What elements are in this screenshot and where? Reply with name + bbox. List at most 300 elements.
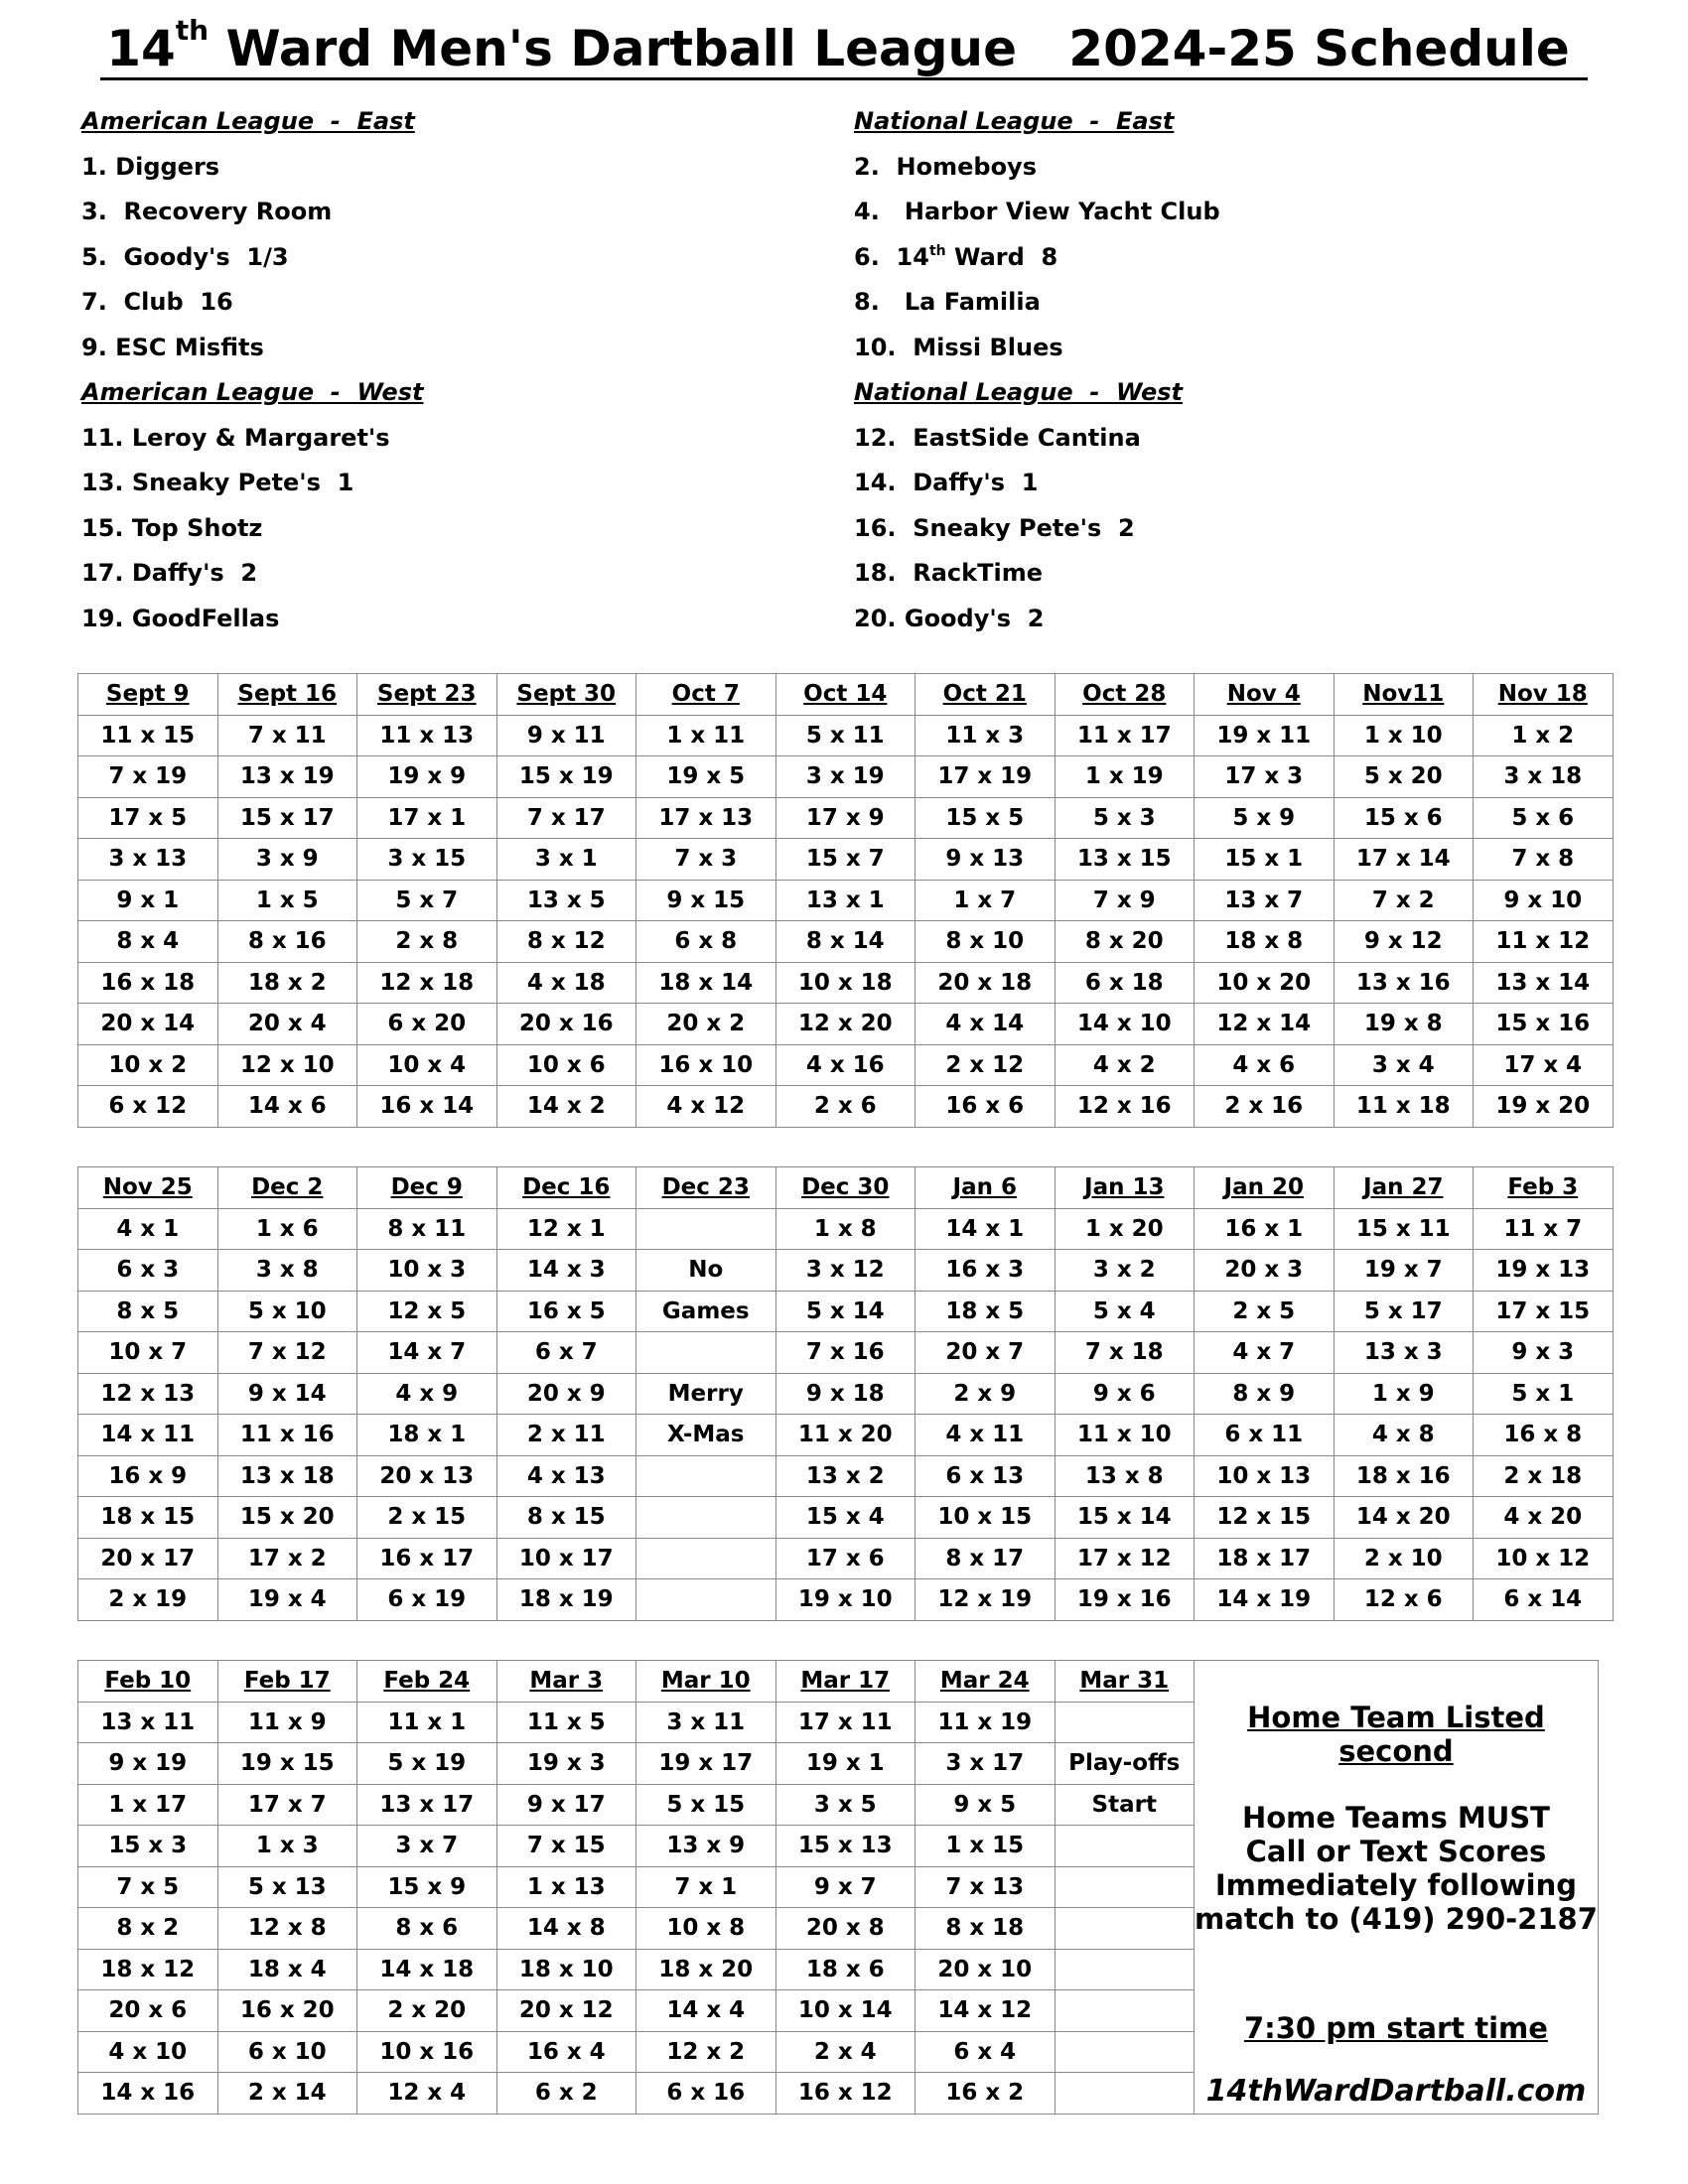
match-cell: 17 x 3 bbox=[1195, 756, 1335, 798]
match-cell: 6 x 18 bbox=[1055, 962, 1195, 1004]
match-cell: 3 x 12 bbox=[775, 1250, 915, 1292]
league-heading: National League - East bbox=[854, 107, 1175, 135]
match-cell: 14 x 8 bbox=[496, 1908, 636, 1950]
match-cell: 5 x 1 bbox=[1474, 1373, 1614, 1415]
match-cell: 6 x 19 bbox=[357, 1579, 497, 1621]
match-cell: 12 x 10 bbox=[217, 1044, 357, 1086]
table-row bbox=[78, 1250, 1614, 1292]
match-cell: 17 x 13 bbox=[636, 797, 776, 839]
match-cell: 7 x 15 bbox=[496, 1826, 636, 1867]
match-cell: 20 x 6 bbox=[78, 1990, 218, 2032]
match-cell: 15 x 6 bbox=[1334, 797, 1474, 839]
match-cell: 6 x 7 bbox=[496, 1332, 636, 1374]
match-cell: 12 x 6 bbox=[1334, 1579, 1474, 1621]
team-entry: 8. La Familia bbox=[854, 288, 1041, 316]
team-entry: 3. Recovery Room bbox=[81, 198, 333, 225]
week-date: Oct 7 bbox=[636, 674, 776, 716]
match-cell: 19 x 1 bbox=[775, 1743, 915, 1785]
match-cell: 11 x 1 bbox=[357, 1702, 497, 1743]
team-entry: 1. Diggers bbox=[81, 152, 220, 181]
match-cell: 11 x 9 bbox=[217, 1702, 357, 1743]
match-cell: 14 x 4 bbox=[636, 1990, 776, 2032]
match-cell: 9 x 6 bbox=[1055, 1373, 1195, 1415]
match-cell: 9 x 17 bbox=[496, 1784, 636, 1826]
table-row bbox=[78, 1086, 1614, 1128]
week-date: Nov 25 bbox=[78, 1167, 218, 1209]
match-cell: 2 x 14 bbox=[217, 2073, 357, 2115]
match-cell: 9 x 11 bbox=[496, 715, 636, 756]
match-cell: 18 x 16 bbox=[1334, 1455, 1474, 1497]
match-cell: 4 x 13 bbox=[496, 1455, 636, 1497]
match-cell: 10 x 2 bbox=[78, 1044, 218, 1086]
team-entry: 15. Top Shotz bbox=[81, 513, 263, 542]
match-cell: 16 x 5 bbox=[496, 1291, 636, 1332]
match-cell: Play-offs bbox=[1055, 1743, 1195, 1785]
match-cell: Merry bbox=[636, 1373, 776, 1415]
match-cell: 19 x 7 bbox=[1334, 1250, 1474, 1292]
match-cell: 13 x 2 bbox=[775, 1455, 915, 1497]
match-cell: 5 x 17 bbox=[1334, 1291, 1474, 1332]
match-cell: 5 x 3 bbox=[1055, 797, 1195, 839]
match-cell: 3 x 19 bbox=[775, 756, 915, 798]
match-cell: 20 x 16 bbox=[496, 1004, 636, 1045]
week-date: Dec 23 bbox=[636, 1167, 776, 1209]
week-date: Nov 18 bbox=[1474, 674, 1614, 716]
match-cell: 14 x 10 bbox=[1055, 1004, 1195, 1045]
match-cell: 19 x 8 bbox=[1334, 1004, 1474, 1045]
match-cell: 11 x 7 bbox=[1474, 1208, 1614, 1250]
match-cell: 20 x 10 bbox=[915, 1949, 1055, 1990]
match-cell: 4 x 6 bbox=[1195, 1044, 1335, 1086]
match-cell: 15 x 9 bbox=[357, 1866, 497, 1908]
match-cell bbox=[1055, 1990, 1195, 2032]
match-cell: 7 x 3 bbox=[636, 839, 776, 881]
week-date: Sept 30 bbox=[496, 674, 636, 716]
match-cell: 11 x 15 bbox=[78, 715, 218, 756]
match-cell: 9 x 10 bbox=[1474, 880, 1614, 921]
match-cell: 15 x 14 bbox=[1055, 1497, 1195, 1539]
league-heading: American League - West bbox=[81, 378, 424, 406]
match-cell: 3 x 15 bbox=[357, 839, 497, 881]
match-cell: 20 x 4 bbox=[217, 1004, 357, 1045]
match-cell: 17 x 4 bbox=[1474, 1044, 1614, 1086]
match-cell: 3 x 1 bbox=[496, 839, 636, 881]
match-cell: 14 x 12 bbox=[915, 1990, 1055, 2032]
score-report-line: Home Teams MUST bbox=[1241, 1801, 1550, 1835]
team-entry: 10. Missi Blues bbox=[854, 333, 1063, 361]
match-cell: 11 x 17 bbox=[1055, 715, 1195, 756]
table-row bbox=[78, 962, 1614, 1004]
match-cell: 6 x 20 bbox=[357, 1004, 497, 1045]
match-cell: 11 x 5 bbox=[496, 1702, 636, 1743]
week-date: Sept 9 bbox=[78, 674, 218, 716]
match-cell: 20 x 8 bbox=[775, 1908, 915, 1950]
match-cell: 9 x 13 bbox=[915, 839, 1055, 881]
match-cell: 14 x 7 bbox=[357, 1332, 497, 1374]
match-cell: 11 x 12 bbox=[1474, 921, 1614, 963]
match-cell: 11 x 3 bbox=[915, 715, 1055, 756]
match-cell: 9 x 18 bbox=[775, 1373, 915, 1415]
match-cell: 5 x 20 bbox=[1334, 756, 1474, 798]
team-entry: 5. Goody's 1/3 bbox=[81, 242, 289, 271]
table-row bbox=[78, 715, 1614, 756]
match-cell: 12 x 20 bbox=[775, 1004, 915, 1045]
match-cell: 18 x 4 bbox=[217, 1949, 357, 1990]
table-row bbox=[78, 1332, 1614, 1374]
phone-number: match to (419) 290-2187 bbox=[1195, 1902, 1598, 1936]
match-cell bbox=[1055, 1949, 1195, 1990]
match-cell: 12 x 4 bbox=[357, 2073, 497, 2115]
match-cell: 1 x 17 bbox=[78, 1784, 218, 1826]
table-row bbox=[78, 1455, 1614, 1497]
week-date: Sept 23 bbox=[357, 674, 497, 716]
match-cell: 1 x 6 bbox=[217, 1208, 357, 1250]
week-date: Dec 9 bbox=[357, 1167, 497, 1209]
match-cell: 7 x 11 bbox=[217, 715, 357, 756]
match-cell: 13 x 3 bbox=[1334, 1332, 1474, 1374]
match-cell: 13 x 11 bbox=[78, 1702, 218, 1743]
match-cell: 5 x 11 bbox=[775, 715, 915, 756]
team-entry: 14. Daffy's 1 bbox=[854, 469, 1039, 496]
match-cell: 7 x 8 bbox=[1474, 839, 1614, 881]
match-cell: 9 x 19 bbox=[78, 1743, 218, 1785]
match-cell: 8 x 9 bbox=[1195, 1373, 1335, 1415]
match-cell: 2 x 16 bbox=[1195, 1086, 1335, 1128]
match-cell: 15 x 17 bbox=[217, 797, 357, 839]
match-cell: 11 x 18 bbox=[1334, 1086, 1474, 1128]
match-cell: 17 x 12 bbox=[1055, 1538, 1195, 1579]
week-date: Oct 21 bbox=[915, 674, 1055, 716]
match-cell: 12 x 16 bbox=[1055, 1086, 1195, 1128]
match-cell: 1 x 3 bbox=[217, 1826, 357, 1867]
match-cell: 7 x 12 bbox=[217, 1332, 357, 1374]
match-cell: 12 x 15 bbox=[1195, 1497, 1335, 1539]
table-row bbox=[78, 797, 1614, 839]
match-cell: 4 x 18 bbox=[496, 962, 636, 1004]
date-header-row bbox=[78, 674, 1614, 716]
match-cell: 10 x 20 bbox=[1195, 962, 1335, 1004]
match-cell: 6 x 16 bbox=[636, 2073, 776, 2115]
match-cell: 4 x 12 bbox=[636, 1086, 776, 1128]
match-cell: 8 x 5 bbox=[78, 1291, 218, 1332]
team-entry: 17. Daffy's 2 bbox=[81, 559, 258, 587]
match-cell: 20 x 13 bbox=[357, 1455, 497, 1497]
team-entry: 18. RackTime bbox=[854, 559, 1043, 587]
week-date: Mar 31 bbox=[1055, 1661, 1195, 1703]
match-cell: 5 x 4 bbox=[1055, 1291, 1195, 1332]
match-cell: 6 x 8 bbox=[636, 921, 776, 963]
match-cell: 6 x 2 bbox=[496, 2073, 636, 2115]
match-cell: 15 x 4 bbox=[775, 1497, 915, 1539]
match-cell: 19 x 5 bbox=[636, 756, 776, 798]
team-entry: 12. EastSide Cantina bbox=[854, 423, 1141, 452]
match-cell: 8 x 20 bbox=[1055, 921, 1195, 963]
team-entry: 2. Homeboys bbox=[854, 152, 1037, 181]
match-cell: 10 x 3 bbox=[357, 1250, 497, 1292]
schedule-table-spring bbox=[77, 1660, 1599, 2115]
week-date: Mar 3 bbox=[496, 1661, 636, 1703]
match-cell: 8 x 15 bbox=[496, 1497, 636, 1539]
match-cell: 7 x 1 bbox=[636, 1866, 776, 1908]
match-cell: 16 x 12 bbox=[775, 2073, 915, 2115]
league-notes bbox=[1195, 1661, 1599, 2115]
match-cell: 8 x 18 bbox=[915, 1908, 1055, 1950]
match-cell bbox=[636, 1579, 776, 1621]
match-cell: 3 x 18 bbox=[1474, 756, 1614, 798]
match-cell: 18 x 19 bbox=[496, 1579, 636, 1621]
team-entry: 13. Sneaky Pete's 1 bbox=[81, 469, 354, 496]
match-cell bbox=[1055, 2073, 1195, 2115]
match-cell: 12 x 1 bbox=[496, 1208, 636, 1250]
team-entry: 20. Goody's 2 bbox=[854, 604, 1045, 632]
match-cell: 7 x 2 bbox=[1334, 880, 1474, 921]
match-cell: 16 x 8 bbox=[1474, 1415, 1614, 1456]
match-cell: 10 x 18 bbox=[775, 962, 915, 1004]
match-cell: 3 x 7 bbox=[357, 1826, 497, 1867]
match-cell: 14 x 16 bbox=[78, 2073, 218, 2115]
match-cell: 17 x 5 bbox=[78, 797, 218, 839]
date-header-row bbox=[78, 1167, 1614, 1209]
match-cell: 18 x 20 bbox=[636, 1949, 776, 1990]
match-cell: 14 x 18 bbox=[357, 1949, 497, 1990]
match-cell: 19 x 9 bbox=[357, 756, 497, 798]
team-entry: 19. GoodFellas bbox=[81, 604, 280, 632]
match-cell: 8 x 11 bbox=[357, 1208, 497, 1250]
match-cell: 6 x 10 bbox=[217, 2031, 357, 2073]
match-cell: 5 x 19 bbox=[357, 1743, 497, 1785]
match-cell: 13 x 14 bbox=[1474, 962, 1614, 1004]
match-cell: 12 x 13 bbox=[78, 1373, 218, 1415]
match-cell: 10 x 8 bbox=[636, 1908, 776, 1950]
match-cell: 14 x 19 bbox=[1195, 1579, 1335, 1621]
match-cell: 12 x 18 bbox=[357, 962, 497, 1004]
match-cell: 16 x 9 bbox=[78, 1455, 218, 1497]
table-row bbox=[78, 1208, 1614, 1250]
match-cell: 2 x 9 bbox=[915, 1373, 1055, 1415]
match-cell: 10 x 16 bbox=[357, 2031, 497, 2073]
match-cell: 3 x 9 bbox=[217, 839, 357, 881]
match-cell: 18 x 12 bbox=[78, 1949, 218, 1990]
match-cell bbox=[1055, 1866, 1195, 1908]
match-cell: 15 x 7 bbox=[775, 839, 915, 881]
match-cell: 7 x 19 bbox=[78, 756, 218, 798]
match-cell: 1 x 8 bbox=[775, 1208, 915, 1250]
match-cell: 4 x 9 bbox=[357, 1373, 497, 1415]
match-cell: 1 x 7 bbox=[915, 880, 1055, 921]
match-cell: 20 x 12 bbox=[496, 1990, 636, 2032]
schedule-table-winter bbox=[77, 1166, 1614, 1621]
match-cell: 13 x 15 bbox=[1055, 839, 1195, 881]
week-date: Mar 17 bbox=[775, 1661, 915, 1703]
match-cell: 5 x 6 bbox=[1474, 797, 1614, 839]
match-cell: 18 x 8 bbox=[1195, 921, 1335, 963]
national-league-column bbox=[854, 99, 1220, 641]
match-cell: 15 x 1 bbox=[1195, 839, 1335, 881]
match-cell: 20 x 2 bbox=[636, 1004, 776, 1045]
week-date: Dec 2 bbox=[217, 1167, 357, 1209]
match-cell: 17 x 7 bbox=[217, 1784, 357, 1826]
match-cell: 1 x 11 bbox=[636, 715, 776, 756]
match-cell: 10 x 4 bbox=[357, 1044, 497, 1086]
match-cell: 16 x 10 bbox=[636, 1044, 776, 1086]
match-cell: 12 x 2 bbox=[636, 2031, 776, 2073]
match-cell: 16 x 17 bbox=[357, 1538, 497, 1579]
match-cell: 1 x 5 bbox=[217, 880, 357, 921]
page-title: 14th Ward Men's Dartball League 2024-25 Schedule bbox=[0, 20, 1688, 80]
match-cell: 13 x 1 bbox=[775, 880, 915, 921]
match-cell: 20 x 18 bbox=[915, 962, 1055, 1004]
match-cell bbox=[1055, 1826, 1195, 1867]
match-cell: 18 x 17 bbox=[1195, 1538, 1335, 1579]
match-cell: 19 x 15 bbox=[217, 1743, 357, 1785]
week-date: Sept 16 bbox=[217, 674, 357, 716]
match-cell: 7 x 17 bbox=[496, 797, 636, 839]
match-cell: 15 x 13 bbox=[775, 1826, 915, 1867]
match-cell: X-Mas bbox=[636, 1415, 776, 1456]
week-date: Feb 3 bbox=[1474, 1167, 1614, 1209]
score-report-line: Immediately following bbox=[1214, 1868, 1577, 1902]
match-cell: 20 x 14 bbox=[78, 1004, 218, 1045]
match-cell: 1 x 20 bbox=[1055, 1208, 1195, 1250]
match-cell: 14 x 1 bbox=[915, 1208, 1055, 1250]
match-cell: 3 x 13 bbox=[78, 839, 218, 881]
match-cell: 7 x 18 bbox=[1055, 1332, 1195, 1374]
match-cell: 19 x 10 bbox=[775, 1579, 915, 1621]
week-date: Dec 16 bbox=[496, 1167, 636, 1209]
week-date: Mar 24 bbox=[915, 1661, 1055, 1703]
match-cell: 11 x 20 bbox=[775, 1415, 915, 1456]
match-cell: 1 x 9 bbox=[1334, 1373, 1474, 1415]
match-cell: 5 x 14 bbox=[775, 1291, 915, 1332]
table-row bbox=[78, 880, 1614, 921]
match-cell: 2 x 11 bbox=[496, 1415, 636, 1456]
match-cell: 2 x 15 bbox=[357, 1497, 497, 1539]
match-cell: 2 x 12 bbox=[915, 1044, 1055, 1086]
match-cell: 10 x 17 bbox=[496, 1538, 636, 1579]
match-cell: 3 x 17 bbox=[915, 1743, 1055, 1785]
match-cell: 8 x 14 bbox=[775, 921, 915, 963]
match-cell: 15 x 3 bbox=[78, 1826, 218, 1867]
match-cell bbox=[636, 1497, 776, 1539]
week-date: Nov11 bbox=[1334, 674, 1474, 716]
match-cell: 20 x 3 bbox=[1195, 1250, 1335, 1292]
match-cell: 8 x 17 bbox=[915, 1538, 1055, 1579]
match-cell: 8 x 2 bbox=[78, 1908, 218, 1950]
match-cell: 17 x 6 bbox=[775, 1538, 915, 1579]
match-cell: 12 x 5 bbox=[357, 1291, 497, 1332]
match-cell: Start bbox=[1055, 1784, 1195, 1826]
match-cell: 17 x 1 bbox=[357, 797, 497, 839]
match-cell: 5 x 9 bbox=[1195, 797, 1335, 839]
team-entry: 16. Sneaky Pete's 2 bbox=[854, 513, 1135, 542]
home-team-note: Home Team Listed bbox=[1247, 1701, 1545, 1734]
match-cell: 20 x 7 bbox=[915, 1332, 1055, 1374]
match-cell: 10 x 14 bbox=[775, 1990, 915, 2032]
match-cell: 14 x 6 bbox=[217, 1086, 357, 1128]
table-row bbox=[78, 1579, 1614, 1621]
match-cell: 1 x 10 bbox=[1334, 715, 1474, 756]
match-cell: 2 x 8 bbox=[357, 921, 497, 963]
score-report-line: Call or Text Scores bbox=[1245, 1835, 1547, 1868]
match-cell bbox=[636, 1332, 776, 1374]
match-cell: 2 x 6 bbox=[775, 1086, 915, 1128]
match-cell bbox=[1055, 1702, 1195, 1743]
match-cell: 15 x 11 bbox=[1334, 1208, 1474, 1250]
match-cell: 6 x 3 bbox=[78, 1250, 218, 1292]
match-cell: 2 x 5 bbox=[1195, 1291, 1335, 1332]
match-cell: 18 x 2 bbox=[217, 962, 357, 1004]
website-link[interactable]: 14thWardDartball.com bbox=[1205, 2074, 1587, 2109]
match-cell: 9 x 14 bbox=[217, 1373, 357, 1415]
match-cell: 5 x 15 bbox=[636, 1784, 776, 1826]
match-cell: 9 x 3 bbox=[1474, 1332, 1614, 1374]
match-cell: 2 x 10 bbox=[1334, 1538, 1474, 1579]
match-cell: 9 x 15 bbox=[636, 880, 776, 921]
week-date: Feb 10 bbox=[78, 1661, 218, 1703]
match-cell: 12 x 14 bbox=[1195, 1004, 1335, 1045]
week-date: Oct 14 bbox=[775, 674, 915, 716]
match-cell bbox=[636, 1538, 776, 1579]
match-cell: 4 x 1 bbox=[78, 1208, 218, 1250]
match-cell: 4 x 8 bbox=[1334, 1415, 1474, 1456]
team-entry: 9. ESC Misfits bbox=[81, 333, 264, 361]
match-cell: 19 x 4 bbox=[217, 1579, 357, 1621]
match-cell: 1 x 2 bbox=[1474, 715, 1614, 756]
match-cell: 6 x 12 bbox=[78, 1086, 218, 1128]
match-cell: 6 x 11 bbox=[1195, 1415, 1335, 1456]
match-cell: 10 x 7 bbox=[78, 1332, 218, 1374]
table-row bbox=[78, 1497, 1614, 1539]
match-cell: 17 x 15 bbox=[1474, 1291, 1614, 1332]
match-cell: 14 x 2 bbox=[496, 1086, 636, 1128]
match-cell: 16 x 3 bbox=[915, 1250, 1055, 1292]
match-cell: 16 x 14 bbox=[357, 1086, 497, 1128]
match-cell: 3 x 11 bbox=[636, 1702, 776, 1743]
match-cell: 9 x 1 bbox=[78, 880, 218, 921]
match-cell: 19 x 20 bbox=[1474, 1086, 1614, 1128]
match-cell: 15 x 20 bbox=[217, 1497, 357, 1539]
match-cell: 17 x 19 bbox=[915, 756, 1055, 798]
table-row bbox=[78, 921, 1614, 963]
match-cell: 7 x 9 bbox=[1055, 880, 1195, 921]
week-date: Nov 4 bbox=[1195, 674, 1335, 716]
week-date: Oct 28 bbox=[1055, 674, 1195, 716]
match-cell: 13 x 5 bbox=[496, 880, 636, 921]
match-cell: 19 x 17 bbox=[636, 1743, 776, 1785]
match-cell: 6 x 13 bbox=[915, 1455, 1055, 1497]
match-cell: 16 x 1 bbox=[1195, 1208, 1335, 1250]
match-cell: 8 x 12 bbox=[496, 921, 636, 963]
match-cell: Games bbox=[636, 1291, 776, 1332]
match-cell: 13 x 8 bbox=[1055, 1455, 1195, 1497]
match-cell: 11 x 19 bbox=[915, 1702, 1055, 1743]
league-heading: National League - West bbox=[854, 378, 1183, 406]
match-cell: 10 x 15 bbox=[915, 1497, 1055, 1539]
match-cell: 10 x 6 bbox=[496, 1044, 636, 1086]
match-cell: 12 x 19 bbox=[915, 1579, 1055, 1621]
match-cell: 4 x 7 bbox=[1195, 1332, 1335, 1374]
team-entry: 11. Leroy & Margaret's bbox=[81, 423, 390, 452]
match-cell: 18 x 14 bbox=[636, 962, 776, 1004]
match-cell: 10 x 13 bbox=[1195, 1455, 1335, 1497]
match-cell: 7 x 5 bbox=[78, 1866, 218, 1908]
table-row bbox=[78, 1373, 1614, 1415]
match-cell: 8 x 4 bbox=[78, 921, 218, 963]
team-entry: 6. 14th Ward 8 bbox=[854, 242, 1058, 271]
match-cell: 4 x 10 bbox=[78, 2031, 218, 2073]
match-cell: 11 x 13 bbox=[357, 715, 497, 756]
match-cell: 20 x 17 bbox=[78, 1538, 218, 1579]
